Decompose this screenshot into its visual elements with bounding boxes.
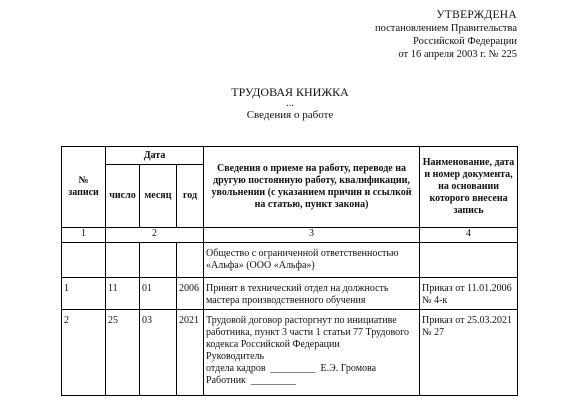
cell-record-no: 1 [62, 278, 106, 310]
column-number: 3 [204, 228, 420, 243]
approval-block [375, 9, 517, 61]
cell-month: 03 [140, 310, 177, 396]
approval-line: постановлением Правительства [374, 23, 517, 34]
approval-stamp: УТВЕРЖДЕНА [436, 9, 517, 21]
cell-info-dismissal [204, 310, 420, 396]
table-row [62, 278, 518, 310]
header-record-no: № записи [62, 147, 106, 228]
section-subtitle: Сведения о работе [246, 109, 334, 121]
cell-month: 01 [140, 278, 177, 310]
cell-info: Принят в технический отдел на должность мастера производственного обучения [204, 278, 420, 310]
cell-document: Приказ от 11.01.2006 № 4-к [420, 278, 518, 310]
header-info: Сведения о приеме на работу, переводе на другую постоянную работу, квалификации, увольнении (с указанием причин и ссылкой на статью, пункт закона) [204, 147, 420, 228]
cell-year: 2021 [177, 310, 204, 396]
cell-record-no [62, 243, 106, 278]
column-number: 4 [420, 228, 518, 243]
cell-record-no: 2 [62, 310, 106, 396]
header-document: Наименование, дата и номер документа, на основании которого внесена запись [420, 147, 518, 228]
cell-day: 25 [106, 310, 140, 396]
table-row [62, 243, 518, 278]
column-number: 1 [62, 228, 106, 243]
cell-document [420, 243, 518, 278]
cell-year [177, 243, 204, 278]
header-date: Дата [106, 147, 204, 165]
cell-document: Приказ от 25.03.2021 № 27 [420, 310, 518, 396]
signature-hr: отдела кадров _________ Е.Э. Громова [206, 363, 377, 374]
header-row [62, 147, 518, 165]
header-month: месяц [140, 165, 177, 228]
cell-day: 11 [106, 278, 140, 310]
cell-day [106, 243, 140, 278]
signature-employee: Работник _________ [206, 375, 296, 386]
cell-info: Общество с ограниченной ответственностью «Альфа» (ООО «Альфа») [204, 243, 420, 278]
cell-year: 2006 [177, 278, 204, 310]
work-record-table [61, 146, 518, 396]
dismissal-text: Трудовой договор расторгнут по инициативе работника, пункт 3 части 1 статьи 77 Трудового кодекса Российской Федерации [206, 315, 410, 350]
cell-month [140, 243, 177, 278]
signature-title: Руководитель [206, 351, 265, 362]
approval-line: Российской Федерации [413, 36, 517, 47]
table-row [62, 310, 518, 396]
header-day: число [106, 165, 140, 228]
ellipsis: ... [286, 98, 294, 109]
header-year: год [177, 165, 204, 228]
document-title: ТРУДОВАЯ КНИЖКА [231, 85, 349, 99]
approval-line: от 16 апреля 2003 г. № 225 [398, 49, 517, 60]
column-number-row [62, 228, 518, 243]
column-number: 2 [106, 228, 204, 243]
